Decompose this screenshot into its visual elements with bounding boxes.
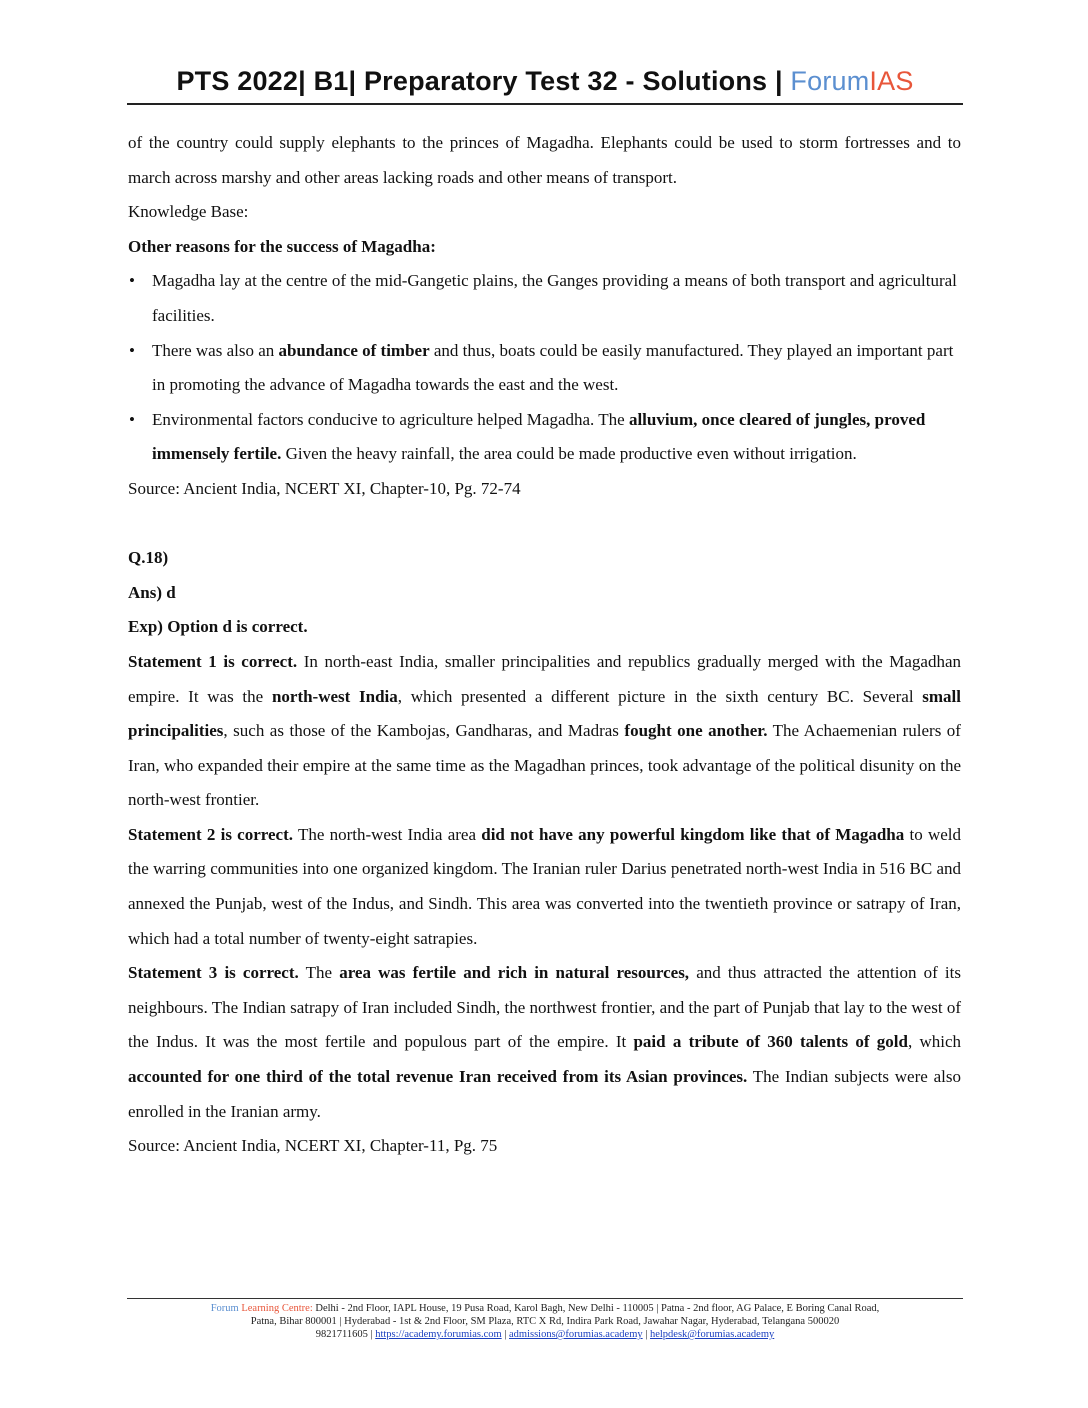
knowledge-base-label: Knowledge Base: [128,202,249,222]
statement-label: Statement 3 is correct. [128,963,299,983]
statement-text: , which [907,1032,962,1052]
statement-bold: small principalities [128,686,962,741]
statement-bold: north-west India [271,686,398,706]
academy-link[interactable]: https://academy.forumias.com [375,1329,502,1340]
statement-text: The [298,963,340,983]
page-content [128,126,961,1164]
statement-label: Statement 1 is correct. [128,651,298,671]
admissions-email-link[interactable]: admissions@forumias.academy [509,1329,643,1340]
statement-bold: did not have any powerful kingdom like that of Magadha [481,824,905,844]
statement-bold: accounted for one third of the total revenue Iran received from its Asian provinces. [128,1067,748,1087]
statement-text: In north-east India, smaller principalities and republics gradually merged with the Magadhan empire. It was the [128,651,961,706]
statement-text: The Achaemenian rulers of Iran, who expanded their empire at the same time as the Magadhan princes, took advantage of the political disunity on the north-west frontier. [128,721,961,810]
statement-text: to weld the warring communities into one organized kingdom. The Iranian ruler Darius penetrated north-west India in 516 BC and annexed the Punjab, west of the Indus, and Sindh. This area was converted into the twentieth province or satrapy of Iran, which had a total number of twenty-eight satrapies. [128,824,961,948]
statement-label: Statement 2 is correct. [128,824,294,844]
source-line: Source: Ancient India, NCERT XI, Chapter-10, Pg. 72-74 [128,478,521,498]
bullet-text: Magadha lay at the centre of the mid-Gangetic plains, the Ganges providing a means of both transport and agricultural facilities. [152,271,957,325]
list-item [128,334,961,403]
source-line: Source: Ancient India, NCERT XI, Chapter-11, Pg. 75 [128,1136,498,1156]
answer-line [128,576,961,611]
footer-forum: Forum [210,1303,239,1314]
page-footer [127,1298,963,1341]
brand-ias: IAS [869,66,914,96]
bullet-text: There was also an [152,340,279,360]
list-item [128,264,961,333]
footer-line-3 [127,1328,963,1341]
bullet-text: Given the heavy rainfall, the area could be made productive even without irrigation. [281,444,857,464]
other-reasons-heading [128,230,961,265]
question-number-text: Q.18) [128,548,169,568]
footer-separator: | [642,1329,650,1340]
bullet-bold: abundance of timber [278,340,430,360]
statement-bold: paid a tribute of 360 talents of gold [633,1032,908,1052]
statement-bold: area was fertile and rich in natural resources, [339,963,690,983]
bullet-text: Environmental factors conducive to agriculture helped Magadha. The [152,409,629,429]
helpdesk-email-link[interactable]: helpdesk@forumias.academy [649,1329,775,1340]
statement-1 [128,645,961,818]
page-header [127,66,963,105]
footer-address-1: Delhi - 2nd Floor, IAPL House, 19 Pusa Road, Karol Bagh, New Delhi - 110005 | Patna - 2nd floor, AG Palace, E Boring Canal Road, [312,1303,880,1314]
bullet-text: and thus, boats could be easily manufactured. They played an important part in promoting the advance of Magadha towards the east and the west. [152,340,954,395]
bullet-bold: alluvium, once cleared of jungles, proved immensely fertile. [152,409,926,464]
statement-2 [128,818,961,956]
footer-learning-centre: Learning Centre: [238,1303,313,1314]
statement-text: The Indian subjects were also enrolled in the Iranian army. [128,1067,961,1121]
statement-3 [128,956,961,1129]
statement-text: , which presented a different picture in the sixth century BC. Several [397,686,923,706]
question-number [128,541,961,576]
statement-text: , such as those of the Kambojas, Gandharas, and Madras [223,721,625,741]
header-title [176,66,913,96]
footer-separator: | [501,1329,510,1340]
intro-paragraph: of the country could supply elephants to the princes of Magadha. Elephants could be used to storm fortresses and to march across marshy and other areas lacking roads and other means of transport. [128,133,961,187]
brand-forum: Forum [790,66,870,96]
footer-line-1 [127,1302,963,1315]
explanation-text: Exp) Option d is correct. [128,617,308,637]
reasons-list [128,264,961,472]
statement-text: The north-west India area [293,824,482,844]
statement-text: and thus attracted the attention of its neighbours. The Indian satrapy of Iran included Sindh, the northwest frontier, and the part of Punjab that lay to the west of the Indus. It was the most fertile and populous part of the empire. It [128,963,961,1052]
spacer [128,507,961,542]
statement-bold: fought one another. [624,721,768,741]
answer-text: Ans) d [128,582,176,602]
explanation-line [128,610,961,645]
footer-phone: 9821711605 | [315,1329,376,1340]
header-title-text: PTS 2022| B1| Preparatory Test 32 - Solutions | [176,66,791,96]
list-item [128,403,961,472]
other-reasons-heading-text: Other reasons for the success of Magadha: [128,236,436,256]
footer-line-2: Patna, Bihar 800001 | Hyderabad - 1st & 2nd Floor, SM Plaza, RTC X Rd, Indira Park Road, Jawahar Nagar, Hyderabad, Telangana 500020 [250,1316,840,1327]
